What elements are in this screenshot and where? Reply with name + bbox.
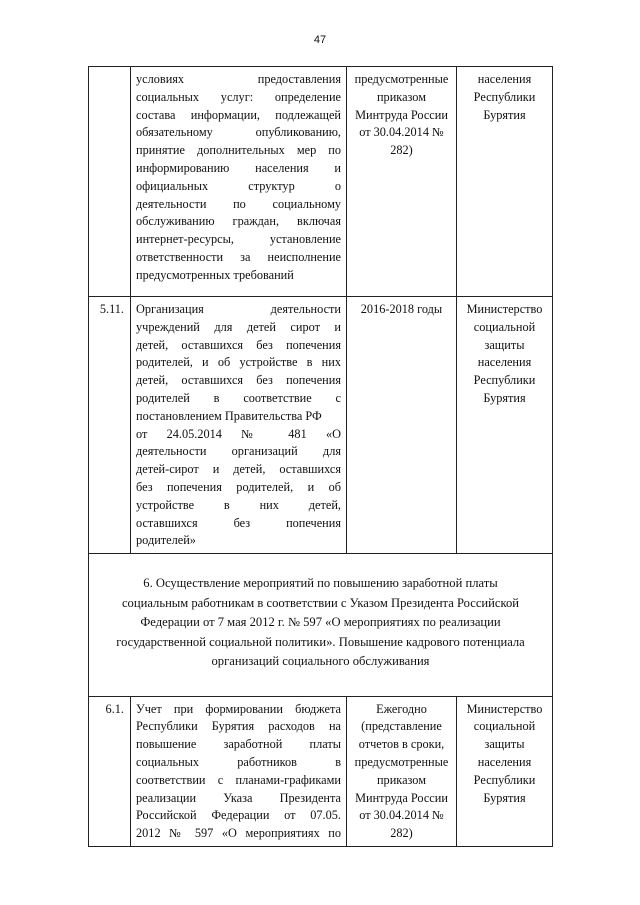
row-number: 5.11.	[89, 297, 131, 554]
term-line: (представление	[361, 719, 442, 734]
row-responsible	[457, 696, 553, 846]
description-line: Организация деятельности	[136, 302, 341, 316]
table-row	[89, 696, 553, 846]
term-line: приказом	[376, 89, 427, 104]
row-responsible	[457, 297, 553, 554]
description-line: детей, оставшихся без попечения	[136, 337, 341, 352]
responsible-line: Министерство	[466, 302, 543, 316]
row-description	[131, 297, 347, 554]
responsible-line: Бурятия	[483, 390, 526, 405]
description-line: постановлением Правительства РФ	[136, 408, 322, 423]
table-row	[89, 297, 553, 554]
responsible-line: Республики	[473, 373, 536, 388]
term-line: отчетов в сроки,	[358, 737, 445, 752]
responsible-line: защиты	[484, 737, 525, 752]
responsible-line: Бурятия	[483, 107, 526, 122]
section-heading-line: 6. Осуществление мероприятий по повышению заработной платы	[143, 576, 498, 591]
term-line: от 30.04.2014 №	[359, 125, 444, 140]
row-description	[131, 696, 347, 846]
responsible-line: Республики	[473, 89, 536, 104]
description-line: условиях предоставления	[136, 72, 341, 86]
section-heading-row	[89, 554, 553, 697]
responsible-line: социальной	[473, 719, 536, 734]
description-line: обязательному опубликованию,	[136, 125, 341, 140]
row-term	[347, 297, 457, 554]
description-line: Российской Федерации от 07.05.	[136, 808, 341, 823]
term-line: Минтруда России	[355, 790, 448, 805]
description-line: интернет-ресурсы, установление	[136, 232, 341, 247]
description-line: деятельности по социальному	[136, 196, 341, 211]
description-line: Учет при формировании бюджета	[136, 701, 341, 716]
table-row	[89, 67, 553, 297]
description-line: устройстве в них детей,	[136, 497, 341, 512]
description-line: родителей»	[136, 533, 196, 548]
page-number: 47	[313, 34, 327, 46]
description-line: родителей в соответствие с	[136, 390, 341, 405]
responsible-line: защиты	[484, 337, 525, 352]
description-line: соответствии с планами-графиками	[136, 772, 341, 787]
section-heading-line: организаций социального обслуживания	[211, 654, 430, 669]
description-line: детей-сирот и детей, оставшихся	[136, 462, 341, 477]
row-responsible	[457, 67, 553, 297]
term-line: от 30.04.2014 №	[359, 808, 444, 823]
row-number	[89, 67, 131, 297]
description-line: официальных структур о	[136, 178, 341, 193]
description-line: предусмотренных требований	[136, 267, 294, 282]
term-line: Ежегодно	[376, 701, 427, 716]
section-heading-line: социальным работникам в соответствии с Указом Президента Российской	[121, 595, 520, 610]
responsible-line: населения	[477, 355, 532, 370]
description-line: обслуживанию граждан, включая	[136, 214, 341, 229]
description-line: социальных услуг: определение	[136, 89, 341, 104]
responsible-line: Бурятия	[483, 790, 526, 805]
term-line: 2016-2018 годы	[360, 302, 443, 316]
description-line: состава информации, подлежащей	[136, 107, 341, 122]
description-line: от 24.05.2014 № 481 «О	[136, 426, 341, 441]
responsible-line: населения	[477, 72, 532, 86]
responsible-line: социальной	[473, 319, 536, 334]
description-line: повышение заработной платы	[136, 737, 341, 752]
description-line: информированию населения и	[136, 160, 341, 175]
row-number: 6.1.	[89, 696, 131, 846]
description-line: детей, оставшихся без попечения	[136, 373, 341, 388]
description-line: 2012 № 597 «О мероприятиях по	[136, 826, 341, 841]
term-line: Минтруда России	[355, 107, 448, 122]
term-line: 282)	[390, 826, 413, 841]
measures-table	[88, 66, 553, 847]
description-line: родителей, и об устройстве в них	[136, 355, 341, 370]
term-line: предусмотренные	[354, 72, 449, 86]
row-term	[347, 67, 457, 297]
description-line: Республики Бурятия расходов на	[136, 719, 341, 734]
description-line: социальных работников в	[136, 755, 341, 770]
term-line: предусмотренные	[354, 755, 449, 770]
term-line: приказом	[376, 772, 427, 787]
description-line: реализации Указа Президента	[136, 790, 341, 805]
description-line: учреждений для детей сирот и	[136, 319, 341, 334]
section-heading-line: Федерации от 7 мая 2012 г. № 597 «О мероприятиях по реализации	[140, 615, 501, 630]
description-line: ответственности за неисполнение	[136, 249, 341, 264]
description-line: оставшихся без попечения	[136, 515, 341, 530]
section-heading	[89, 554, 553, 697]
term-line: 282)	[390, 143, 413, 158]
row-description	[131, 67, 347, 297]
description-line: без попечения родителей, и об	[136, 479, 341, 494]
description-line: деятельности организаций для	[136, 444, 341, 459]
row-term	[347, 696, 457, 846]
responsible-line: Республики	[473, 772, 536, 787]
responsible-line: Министерство	[466, 701, 543, 716]
description-line: принятие дополнительных мер по	[136, 143, 341, 158]
responsible-line: населения	[477, 755, 532, 770]
section-heading-line: государственной социальной политики». Повышение кадрового потенциала	[116, 634, 525, 649]
